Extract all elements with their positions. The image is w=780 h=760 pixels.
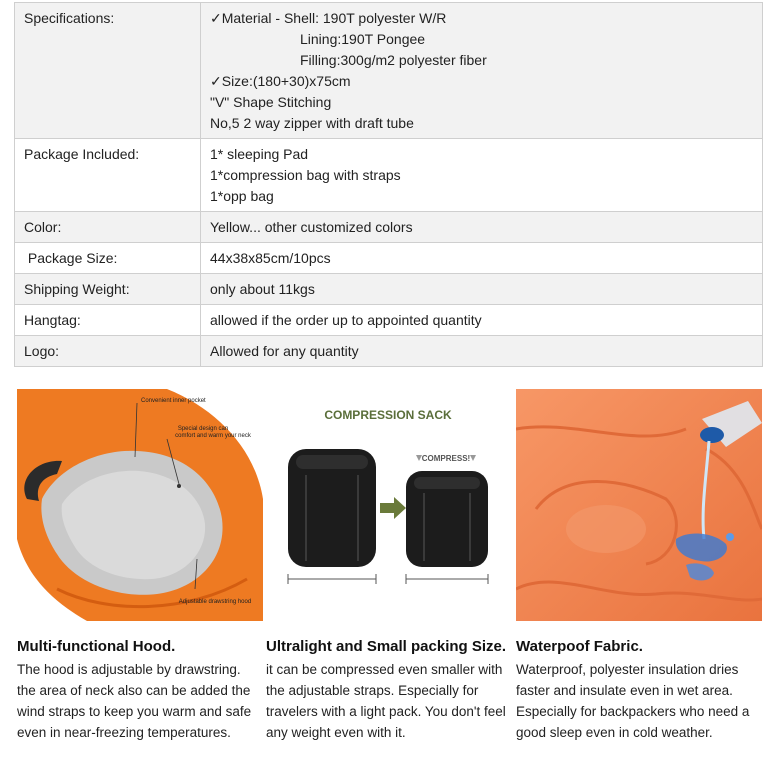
feature-title: Waterpoof Fabric. (516, 638, 643, 655)
feature-text: it can be compressed even smaller with the adjustable straps. Especially for travelers with a light pack. You don't feel any weight even with it. (266, 662, 506, 740)
spec-row-shipping-weight (15, 274, 763, 305)
spec-label: Specifications: (15, 3, 201, 139)
feature-card-hood (17, 389, 263, 743)
spec-value: allowed if the order up to appointed quantity (201, 305, 763, 336)
feature-text: The hood is adjustable by drawstring. the area of neck also can be added the wind straps to keep you warm and safe even in near-freezing temperatures. (17, 662, 252, 740)
spec-line-material: ✓Material - Shell: 190T polyester W/R (210, 10, 447, 26)
spec-label: Shipping Weight: (15, 274, 201, 305)
spec-value: 44x38x85cm/10pcs (201, 243, 763, 274)
package-line: 1* sleeping Pad (210, 146, 309, 162)
label-pocket: Convenient inner pocket (141, 398, 206, 404)
spec-value (201, 3, 763, 139)
compress-label: COMPRESS! (421, 454, 471, 463)
spec-row-package-included (15, 139, 763, 212)
compression-image (266, 389, 512, 621)
spec-table (14, 2, 763, 367)
spec-value (201, 139, 763, 212)
spec-label: Package Included: (15, 139, 201, 212)
compression-heading: COMPRESSION SACK (324, 408, 452, 422)
waterproof-image (516, 389, 762, 621)
spec-row-hangtag (15, 305, 763, 336)
label-design-1: Special design can (177, 426, 229, 432)
spec-label: Logo: (15, 336, 201, 367)
spec-row-specifications (15, 3, 763, 139)
feature-title: Ultralight and Small packing Size. (266, 638, 507, 655)
feature-title: Multi-functional Hood. (17, 638, 176, 655)
feature-text: Waterproof, polyester insulation dries faster and insulate even in wet area. Especially for backpackers who need a good sleep even in cold weather. (516, 662, 750, 740)
hood-image (17, 389, 263, 621)
spec-label: Package Size: (15, 243, 201, 274)
spec-row-logo (15, 336, 763, 367)
feature-card-waterproof (516, 389, 762, 743)
spec-row-package-size (15, 243, 763, 274)
label-hood: Adjustable drawstring hood (178, 599, 252, 605)
spec-value: Yellow... other customized colors (201, 212, 763, 243)
spec-line-size: ✓Size:(180+30)x75cm (210, 73, 351, 89)
spec-line-stitching: "V" Shape Stitching (210, 94, 332, 110)
spec-line-zipper: No,5 2 way zipper with draft tube (210, 115, 414, 131)
feature-card-compression (266, 389, 512, 743)
spec-value: Allowed for any quantity (201, 336, 763, 367)
spec-label: Color: (15, 212, 201, 243)
label-design-2: comfort and warm your neck (175, 433, 251, 439)
spec-label: Hangtag: (15, 305, 201, 336)
package-line: 1*compression bag with straps (210, 167, 401, 183)
package-line: 1*opp bag (210, 188, 274, 204)
spec-line-filling: Filling:300g/m2 polyester fiber (300, 52, 487, 68)
spec-line-lining: Lining:190T Pongee (300, 31, 426, 47)
spec-row-color (15, 212, 763, 243)
spec-value: only about 11kgs (201, 274, 763, 305)
